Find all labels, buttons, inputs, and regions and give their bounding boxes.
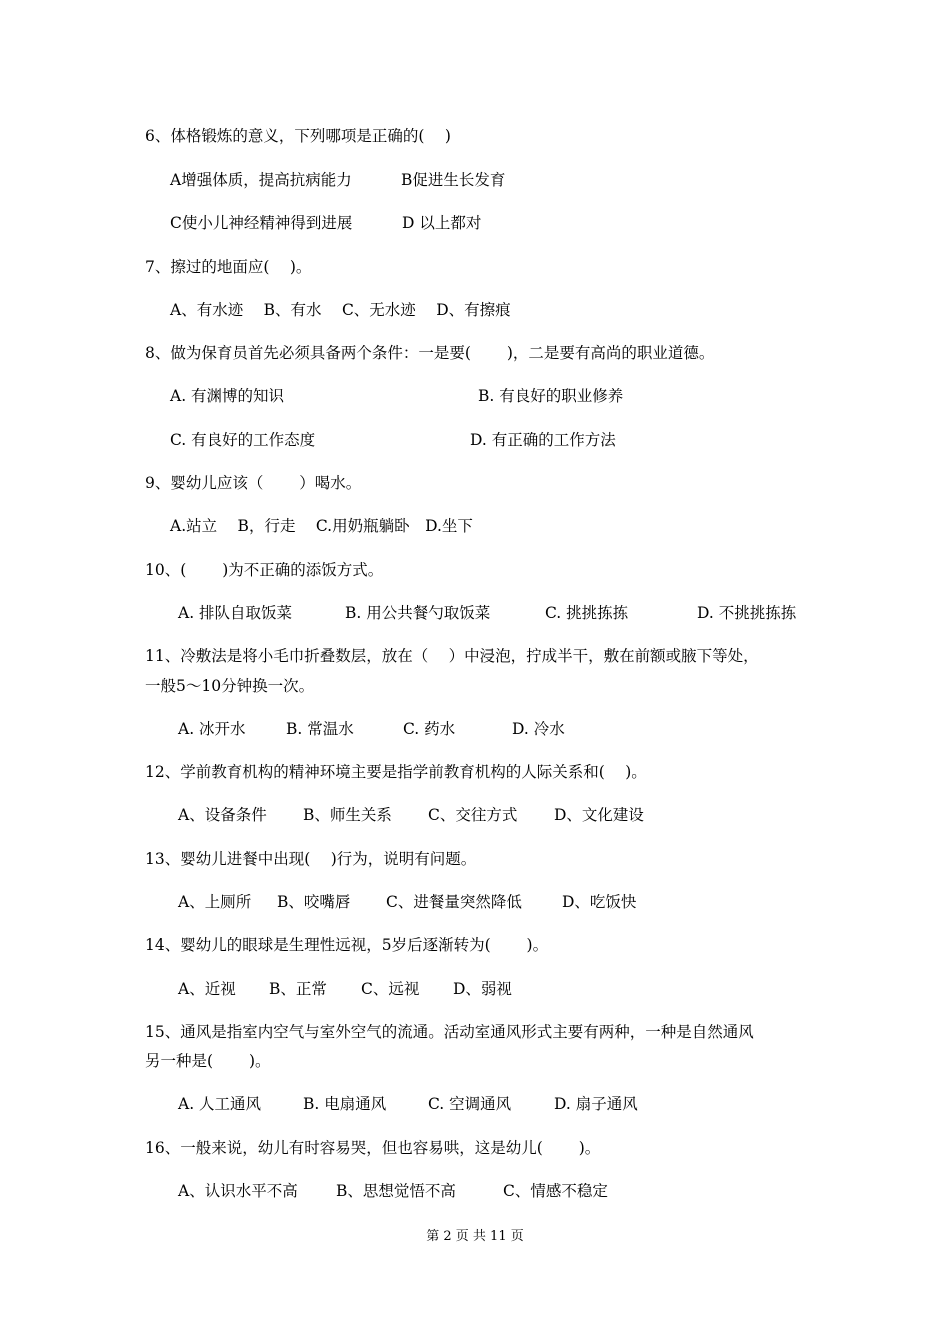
- question-14-option-a: A、近视: [178, 980, 236, 998]
- question-16-option-a: A、认识水平不高: [178, 1182, 298, 1200]
- question-11-option-d: D. 冷水: [512, 720, 565, 738]
- question-16-option-c: C、情感不稳定: [503, 1182, 608, 1200]
- question-8-option-d: D. 有正确的工作方法: [470, 431, 616, 449]
- question-6-stem: 6、体格锻炼的意义，下列哪项是正确的( ): [145, 127, 451, 145]
- question-15-option-b: B. 电扇通风: [303, 1095, 387, 1113]
- question-8-option-b: B. 有良好的职业修养: [478, 387, 624, 405]
- question-14-stem: 14、婴幼儿的眼球是生理性远视，5岁后逐渐转为( )。: [145, 936, 549, 954]
- question-14-option-d: D、弱视: [453, 980, 512, 998]
- question-12-option-d: D、文化建设: [554, 806, 644, 824]
- question-15-stem-line1: 15、通风是指室内空气与室外空气的流通。活动室通风形式主要有两种，一种是自然通风: [145, 1023, 754, 1041]
- question-16-option-b: B、思想觉悟不高: [336, 1182, 456, 1200]
- question-15-option-d: D. 扇子通风: [554, 1095, 638, 1113]
- question-10-option-a: A. 排队自取饭菜: [178, 604, 293, 622]
- question-13-option-c: C、进餐量突然降低: [386, 893, 522, 911]
- question-6-option-b: B促进生长发育: [401, 171, 506, 189]
- question-14-option-b: B、正常: [269, 980, 327, 998]
- question-10-option-c: C. 挑挑拣拣: [545, 604, 629, 622]
- question-8-option-c: C. 有良好的工作态度: [170, 431, 316, 449]
- question-6-option-d: D 以上都对: [402, 214, 482, 232]
- question-12-stem: 12、学前教育机构的精神环境主要是指学前教育机构的人际关系和( )。: [145, 763, 647, 781]
- question-8-option-a: A. 有渊博的知识: [170, 387, 285, 405]
- question-11-option-b: B. 常温水: [286, 720, 354, 738]
- question-11-option-c: C. 药水: [403, 720, 456, 738]
- question-11-stem-line1: 11、冷敷法是将小毛巾折叠数层，放在（ ）中浸泡，拧成半干，敷在前额或腋下等处，: [145, 647, 759, 665]
- question-13-option-a: A、上厕所: [178, 893, 252, 911]
- question-13-option-b: B、咬嘴唇: [277, 893, 351, 911]
- question-15-stem-line2: 另一种是( )。: [145, 1052, 271, 1070]
- question-15-option-c: C. 空调通风: [428, 1095, 512, 1113]
- question-9-stem: 9、婴幼儿应该（ ）喝水。: [145, 474, 362, 492]
- question-13-option-d: D、吃饭快: [562, 893, 637, 911]
- question-15-option-a: A. 人工通风: [178, 1095, 262, 1113]
- question-8-stem: 8、做为保育员首先必须具备两个条件：一是要( )，二是要有高尚的职业道德。: [145, 344, 715, 362]
- question-7-options: A、有水迹 B、有水 C、无水迹 D、有擦痕: [170, 301, 511, 319]
- question-12-option-b: B、师生关系: [303, 806, 392, 824]
- question-16-stem: 16、一般来说，幼儿有时容易哭，但也容易哄，这是幼儿( )。: [145, 1139, 601, 1157]
- question-14-option-c: C、远视: [361, 980, 420, 998]
- question-10-stem: 10、( )为不正确的添饭方式。: [145, 561, 384, 579]
- question-7-stem: 7、擦过的地面应( )。: [145, 258, 312, 276]
- question-12-option-c: C、交往方式: [428, 806, 518, 824]
- question-11-option-a: A. 冰开水: [178, 720, 246, 738]
- question-12-option-a: A、设备条件: [178, 806, 267, 824]
- question-6-option-a: A增强体质，提高抗病能力: [170, 171, 352, 189]
- question-9-options: A.站立 B，行走 C.用奶瓶躺卧 D.坐下: [170, 517, 473, 535]
- question-13-stem: 13、婴幼儿进餐中出现( )行为，说明有问题。: [145, 850, 477, 868]
- question-10-option-d: D. 不挑挑拣拣: [697, 604, 797, 622]
- question-10-option-b: B. 用公共餐勺取饭菜: [345, 604, 491, 622]
- question-11-stem-line2: 一般5～10分钟换一次。: [145, 677, 315, 695]
- question-6-option-c: C使小儿神经精神得到进展: [170, 214, 353, 232]
- page-number-footer: 第 2 页 共 11 页: [426, 1229, 524, 1244]
